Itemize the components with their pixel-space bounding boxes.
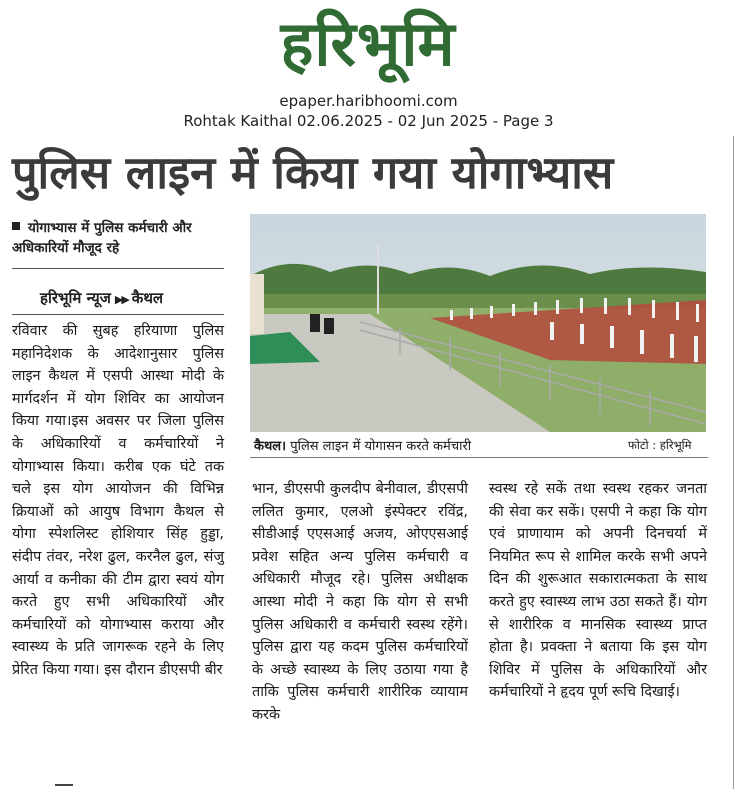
caption-text: पुलिस लाइन में योगासन करते कर्मचारी — [290, 439, 472, 454]
kicker-divider — [12, 268, 224, 269]
byline-arrow-icon: ▶▶ — [114, 293, 128, 306]
article-column-2 — [252, 478, 468, 727]
yoga-photo-illustration — [250, 214, 706, 432]
caption-divider — [250, 457, 708, 458]
caption-place: कैथल। — [254, 439, 287, 454]
byline — [40, 288, 230, 308]
edition-info: Rohtak Kaithal 02.06.2025 - 02 Jun 2025 - Page 3 — [183, 112, 554, 130]
article-column-3 — [489, 478, 707, 704]
column-2-text: भान, डीएसपी कुलदीप बेनीवाल, डीएसपी ललित कुमार, एलओ इंस्पेक्टर रविंद्र, सीडीआई एएसआई अजय, ओएएसआई प्रवेश सहित अन्य पुलिस कर्मचारी व अधिकारी मौजूद रहे। पुलिस अधीक्षक आस्था मोदी ने कहा कि योग से सभी पुलिस अधिकारी व कर्मचारी स्वस्थ रहेंगे। पुलिस द्वारा यह कदम पुलिस कर्मचारियों के अच्छे स्वास्थ्य के लिए उठाया गया है ताकि पुलिस कर्मचारी शारीरिक व्यायाम करके — [252, 481, 468, 723]
epaper-url: epaper.haribhoomi.com — [279, 92, 458, 110]
column-3-text: स्वस्थ रहे सकें तथा स्वस्थ रहकर जनता की सेवा कर सकें। एसपी ने कहा कि योग एवं प्राणायाम को अपनी दिनचर्या में नियमित रूप से शामिल करके सभी अपने दिन की शुरूआत सकारात्मकता के साथ करते हुए स्वास्थ्य लाभ उठा सकते हैं। योग से शारीरिक व मानसिक स्वास्थ्य प्राप्त होता है। प्रवक्ता ने बताया कि इस योग शिविर में पुलिस के अधिकारियों और कर्मचारियों ने हृदय पूर्ण रूचि दिखाई। — [489, 481, 707, 701]
byline-place: कैथल — [131, 289, 164, 307]
byline-source: हरिभूमि न्यूज — [40, 289, 111, 307]
article-photo — [250, 214, 706, 432]
bullet-square-icon — [12, 222, 20, 230]
article-column-1 — [12, 320, 224, 682]
photo-credit: फोटो : हरिभूमि — [628, 438, 692, 452]
column-1-text: रविवार की सुबह हरियाणा पुलिस महानिदेशक के आदेशानुसार पुलिस लाइन कैथल में एसपी आस्था मोदी के मार्गदर्शन में योग शिविर का आयोजन किया गया।इस अवसर पर जिला पुलिस के अधिकारियों व कर्मचारियों ने योगाभ्यास किया। करीब एक घंटे तक चले इस योग आयोजन की विभिन्न क्रियाओं को आयुष विभाग कैथल से योगा स्पेशलिस्ट होशियार सिंह हुड्डा, संदीप तंवर, नरेश ढुल, करनैल ढुल, संजु आर्या व कनीका की टीम द्वारा स्वयं योग करते हुए सभी अधिकारियों और कर्मचारियों को योगाभ्यास कराया और स्वास्थ्य के प्रति जागरूक रहने के लिए प्रेरित किया गया। इस दौरान डीएसपी बीर — [12, 323, 224, 678]
byline-divider — [12, 314, 224, 315]
kicker-text: योगाभ्यास में पुलिस कर्मचारी और अधिकारियों मौजूद रहे — [12, 220, 192, 256]
column-divider-line — [733, 136, 734, 789]
article-kicker — [12, 218, 224, 258]
article-headline: पुलिस लाइन में किया गया योगाभ्यास — [12, 146, 614, 199]
photo-caption — [254, 436, 471, 454]
next-article-fragment — [55, 784, 73, 791]
haribhoomi-logo: हरिभूमि — [280, 7, 456, 80]
masthead — [0, 0, 737, 130]
